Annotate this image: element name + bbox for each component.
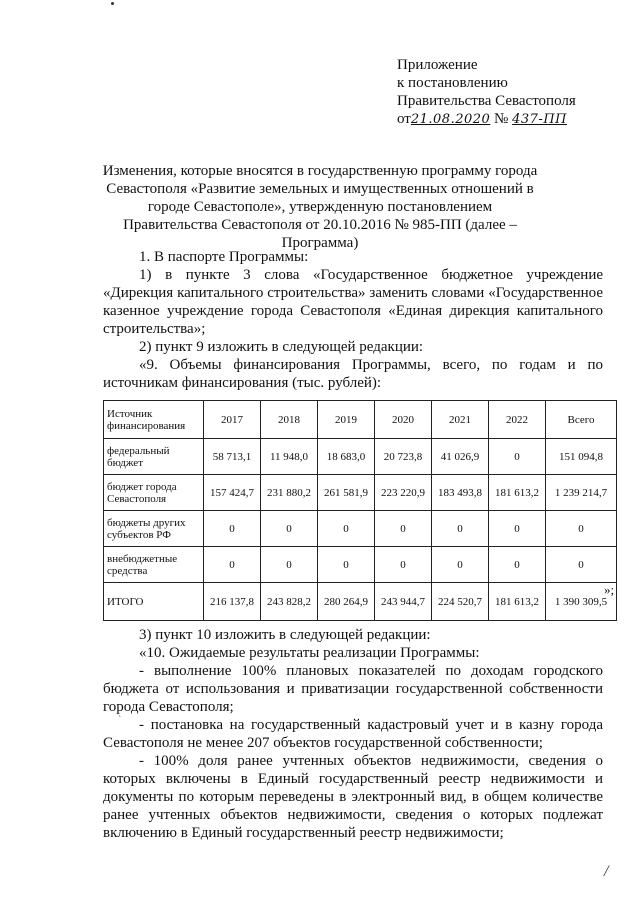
table-cell-source: бюджеты других субъектов РФ	[104, 511, 204, 547]
table-cell: 0	[261, 547, 318, 583]
scan-mark: `	[118, 715, 122, 726]
table-cell: 0	[261, 511, 318, 547]
bullet-3: - 100% доля ранее учтенных объектов недвижимости, сведения о которых включены в Единый государственный реестр недвижимости и документы по которым переведены в электронный вид, в общем количестве ранее учтенных объектов недвижимости, сведения о которых подлежат включению в Единый государственный реестр недвижимости;	[103, 753, 603, 841]
bullet-2: - постановка на государственный кадастровый учет и в казну города Севастополя не менее 207 объектов государственной собственности;	[103, 717, 603, 751]
table-cell: 20 723,8	[375, 439, 432, 475]
item-1-1: 1) в пункте 3 слова «Государственное бюджетное учреждение «Дирекция капитального строительства» заменить словами «Государственное казенное учреждение города Севастополя «Единая дирекция капитального строительства»;	[103, 267, 603, 337]
item-1: 1. В паспорте Программы:	[139, 249, 309, 265]
table-cell: 243 828,2	[261, 583, 318, 621]
table-header-cell: 2021	[432, 401, 489, 439]
table-cell: 0	[318, 511, 375, 547]
attachment-date-line	[397, 110, 576, 129]
table-cell: 280 264,9	[318, 583, 375, 621]
table-row	[104, 547, 617, 583]
table-header-cell: 2019	[318, 401, 375, 439]
table-cell: 0	[546, 547, 617, 583]
table-cell: 157 424,7	[204, 475, 261, 511]
table-row	[104, 511, 617, 547]
table-cell: 151 094,8	[546, 439, 617, 475]
table-cell: 0	[546, 511, 617, 547]
table-cell: 0	[375, 547, 432, 583]
document-title: Изменения, которые вносятся в государственную программу города Севастополя «Развитие земельных и имущественных отношений в городе Севастополе», утвержденную постановлением Правительства Севастополя от 20.10.2016 № 985-ПП (далее – Программа)	[102, 163, 538, 251]
table-cell: 0	[489, 547, 546, 583]
handwritten-number: 437-ПП	[512, 112, 567, 127]
handwritten-date: 21.08.2020	[410, 112, 491, 127]
table-cell: 216 137,8	[204, 583, 261, 621]
table-header-cell: 2020	[375, 401, 432, 439]
item-3-head: 3) пункт 10 изложить в следующей редакции:	[139, 627, 431, 643]
table-cell: 183 493,8	[432, 475, 489, 511]
table-cell-source: внебюджетные средства	[104, 547, 204, 583]
attachment-line-1: Приложение	[397, 57, 478, 73]
date-prefix: от	[397, 111, 411, 127]
item-1-2-text: «9. Объемы финансирования Программы, всего, по годам и по источникам финансирования (тыс. рублей):	[103, 357, 603, 391]
table-cell: 181 613,2	[489, 583, 546, 621]
table-cell-source: бюджет города Севастополя	[104, 475, 204, 511]
table-row	[104, 475, 617, 511]
table-header-cell: 2017	[204, 401, 261, 439]
financing-table	[103, 400, 617, 621]
table-cell: 0	[204, 547, 261, 583]
table-cell: 224 520,7	[432, 583, 489, 621]
attachment-line-3: Правительства Севастополя	[397, 93, 576, 109]
table-cell: 11 948,0	[261, 439, 318, 475]
attachment-line-2: к постановлению	[397, 75, 508, 91]
table-cell: 0	[489, 439, 546, 475]
table-cell-source: ИТОГО	[104, 583, 204, 621]
table-header-cell: 2022	[489, 401, 546, 439]
table-cell: 0	[375, 511, 432, 547]
attachment-header	[397, 56, 576, 129]
table-cell: 243 944,7	[375, 583, 432, 621]
pen-mark: /	[604, 863, 609, 880]
table-header-cell: Всего	[546, 401, 617, 439]
item-1-2: 2) пункт 9 изложить в следующей редакции:	[139, 339, 424, 355]
table-cell: 0	[489, 511, 546, 547]
table-cell: 0	[204, 511, 261, 547]
table-cell: 1 239 214,7	[546, 475, 617, 511]
table-header-row	[104, 401, 617, 439]
table-cell-source: федеральный бюджет	[104, 439, 204, 475]
table-cell: 0	[432, 547, 489, 583]
table-header-cell: 2018	[261, 401, 318, 439]
table-row	[104, 439, 617, 475]
number-prefix: №	[494, 111, 509, 127]
item-3-subhead: «10. Ожидаемые результаты реализации Программы:	[139, 645, 480, 661]
table-cell: 181 613,2	[489, 475, 546, 511]
table-closing-quote: »;	[604, 582, 615, 597]
table-cell: 1 390 309,5	[546, 583, 617, 621]
table-cell: 223 220,9	[375, 475, 432, 511]
scan-speck	[111, 2, 114, 5]
table-cell: 0	[318, 547, 375, 583]
bullet-1: - выполнение 100% плановых показателей по доходам городского бюджета от использования и приватизации государственной собственности города Севастополя;	[103, 663, 603, 715]
table-cell: 0	[432, 511, 489, 547]
table-cell: 231 880,2	[261, 475, 318, 511]
table-row-total	[104, 583, 617, 621]
table-cell: 261 581,9	[318, 475, 375, 511]
table-cell: 41 026,9	[432, 439, 489, 475]
table-header-cell: Источник финансирования	[104, 401, 204, 439]
table-cell: 18 683,0	[318, 439, 375, 475]
table-cell: 58 713,1	[204, 439, 261, 475]
